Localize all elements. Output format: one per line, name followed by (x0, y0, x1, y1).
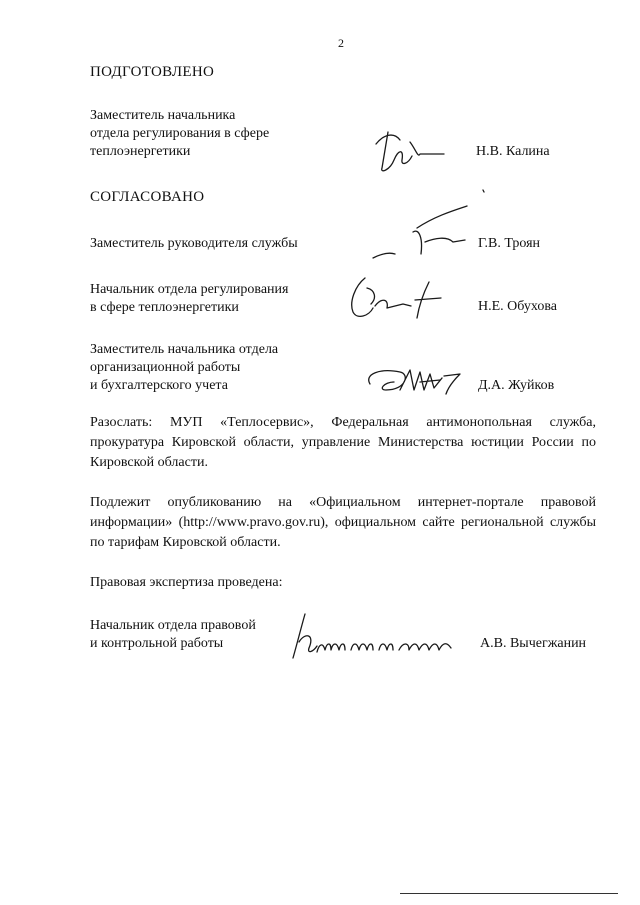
signature-obukhova (345, 268, 455, 328)
prepared-signer-name: Н.В. Калина (476, 144, 550, 159)
agreed-signer-2-name: Н.Е. Обухова (478, 299, 557, 314)
legal-review-position-line-1: Начальник отдела правовой (90, 618, 256, 633)
agreed-signer-2-position-line-2: в сфере теплоэнергетики (90, 300, 239, 315)
legal-review-position-line-2: и контрольной работы (90, 636, 224, 651)
agreed-signer-3-name: Д.А. Жуйков (478, 378, 555, 393)
agreed-heading: СОГЛАСОВАНО (90, 189, 205, 205)
prepared-heading: ПОДГОТОВЛЕНО (90, 64, 215, 80)
agreed-signer-2-position-line-1: Начальник отдела регулирования (90, 282, 289, 297)
legal-review-signer-name: А.В. Вычегжанин (480, 636, 587, 651)
distribution-paragraph: Разослать: МУП «Теплосервис», Федеральная антимонопольная служба, прокуратура Кировской области, управление Министерства юстиции России по Кировской области. (90, 415, 596, 470)
page-number: 2 (338, 36, 344, 50)
agreed-signer-1-name: Г.В. Троян (478, 236, 541, 251)
prepared-position-line-3: теплоэнергетики (90, 144, 191, 159)
agreed-signer-3-position-line-2: организационной работы (90, 360, 241, 375)
signature-vychegzhanin (285, 612, 465, 662)
signature-zhuykov (360, 360, 470, 400)
signature-kalina (370, 120, 450, 180)
bottom-rule (400, 893, 618, 894)
legal-review-statement: Правовая экспертиза проведена: (90, 575, 283, 590)
signature-troyan (355, 180, 475, 270)
prepared-position-line-1: Заместитель начальника (90, 108, 236, 123)
agreed-signer-3-position-line-1: Заместитель начальника отдела (90, 342, 279, 357)
agreed-signer-3-position-line-3: и бухгалтерского учета (90, 378, 228, 393)
prepared-position-line-2: отдела регулирования в сфере (90, 126, 270, 141)
agreed-signer-1-position: Заместитель руководителя службы (90, 236, 298, 251)
publication-paragraph: Подлежит опубликованию на «Официальном интернет-портале правовой информации» (http://www.pravo.gov.ru), официальном сайте региональной службы по тарифам Кировской области. (90, 495, 596, 550)
